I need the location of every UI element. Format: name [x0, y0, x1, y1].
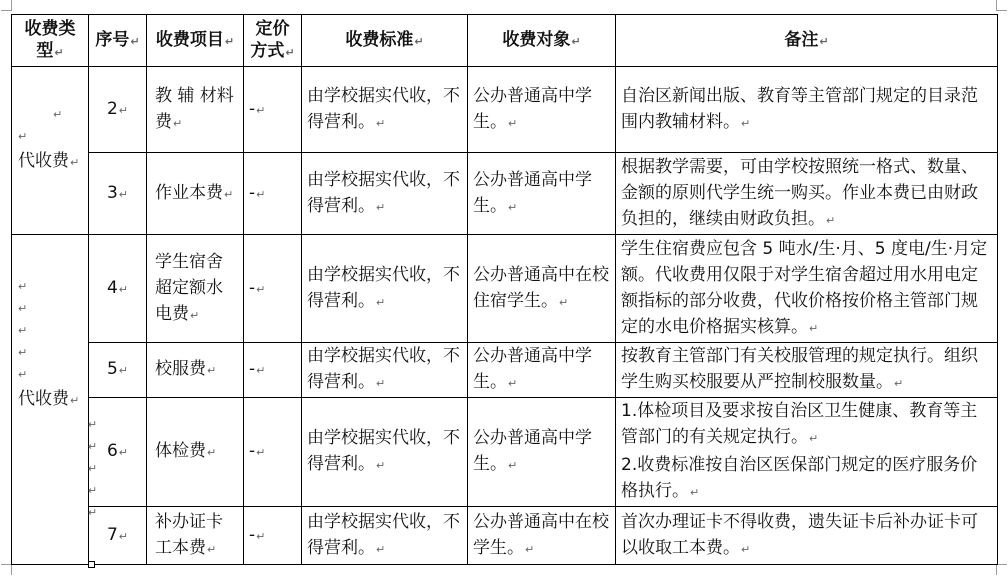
remark-cell: 自治区新闻出版、教育等主管部门规定的目录范围内教辅材料。↵: [616, 67, 998, 153]
item-cell: 学生宿舍超定额水电费↵: [147, 235, 244, 343]
remark-cell: 根据教学需要，可由学校按照统一格式、数量、金额的原则代学生统一购买。作业本费已由财政负担的，继续由财政负担。↵: [616, 153, 998, 235]
remark-cell: 按教育主管部门有关校服管理的规定执行。组织学生购买校服要从严控制校服数量。↵: [616, 343, 998, 398]
header-item: 收费项目↵: [147, 15, 244, 67]
target-cell: 公办普通高中学生。↵: [468, 398, 616, 507]
standard-cell: 由学校据实代收，不得营利。↵: [302, 507, 468, 565]
standard-cell: 由学校据实代收，不得营利。↵: [302, 343, 468, 398]
remark-cell: 学生住宿费应包含 5 吨水/生·月、5 度电/生·月定额。代收费用仅限于对学生宿舍超过用水用电定额指标的部分收费，代收价格按价格主管部门规定的水电价格据实核算。↵: [616, 235, 998, 343]
target-cell: 公办普通高中学生。↵: [468, 67, 616, 153]
table-row: [12, 67, 998, 153]
pricing-cell: -↵: [244, 67, 302, 153]
page-corner-mark: [996, 0, 1007, 11]
target-cell: 公办普通高中在校学生。↵: [468, 507, 616, 565]
standard-cell: 由学校据实代收，不得营利。↵: [302, 153, 468, 235]
table-resize-handle[interactable]: [88, 561, 95, 568]
item-cell: 作业本费↵: [147, 153, 244, 235]
fee-table: [11, 14, 998, 565]
header-pricing: 定价方式↵: [244, 15, 302, 67]
pricing-cell: -↵: [244, 235, 302, 343]
seq-cell: 2↵: [89, 67, 147, 153]
fee-type-cell: ↵ ↵ 代收费↵: [12, 67, 89, 235]
target-cell: 公办普通高中在校住宿学生。↵: [468, 235, 616, 343]
remark-cell: 首次办理证卡不得收费，遗失证卡后补办证卡可以收取工本费。↵: [616, 507, 998, 565]
page-corner-mark: [996, 564, 1007, 575]
seq-cell: 4↵: [89, 235, 147, 343]
target-cell: 公办普通高中学生。↵: [468, 343, 616, 398]
standard-cell: 由学校据实代收，不得营利。↵: [302, 398, 468, 507]
table-row: [12, 507, 998, 565]
seq-cell: 7↵: [89, 507, 147, 565]
page-corner-mark: [1, 0, 12, 11]
standard-cell: 由学校据实代收，不得营利。↵: [302, 235, 468, 343]
table-row: [12, 398, 998, 507]
pricing-cell: -↵: [244, 398, 302, 507]
target-cell: 公办普通高中学生。↵: [468, 153, 616, 235]
item-cell: 体检费↵: [147, 398, 244, 507]
remark-cell: 1.体检项目及要求按自治区卫生健康、教育等主管部门的有关规定执行。↵ 2.收费标准按自治区医保部门规定的医疗服务价格执行。↵: [616, 398, 998, 507]
header-target: 收费对象↵: [468, 15, 616, 67]
pricing-cell: -↵: [244, 153, 302, 235]
header-type: 收费类型↵: [12, 15, 89, 67]
page-corner-mark: [1, 564, 12, 575]
pricing-cell: -↵: [244, 507, 302, 565]
table-row: [12, 153, 998, 235]
fee-type-cell: ↵ ↵ ↵ ↵ ↵ 代收费↵ ↵ ↵ ↵ ↵ ↵: [12, 235, 89, 565]
header-remark: 备注↵: [616, 15, 998, 67]
header-standard: 收费标准↵: [302, 15, 468, 67]
table-row: [12, 235, 998, 343]
seq-cell: 6↵: [89, 398, 147, 507]
standard-cell: 由学校据实代收，不得营利。↵: [302, 67, 468, 153]
item-cell: 校服费↵: [147, 343, 244, 398]
seq-cell: 3↵: [89, 153, 147, 235]
table-row: [12, 343, 998, 398]
table-header-row: [12, 15, 998, 67]
pricing-cell: -↵: [244, 343, 302, 398]
item-cell: 教 辅 材料费↵: [147, 67, 244, 153]
header-seq: 序号↵: [89, 15, 147, 67]
seq-cell: 5↵: [89, 343, 147, 398]
item-cell: 补办证卡工本费↵: [147, 507, 244, 565]
